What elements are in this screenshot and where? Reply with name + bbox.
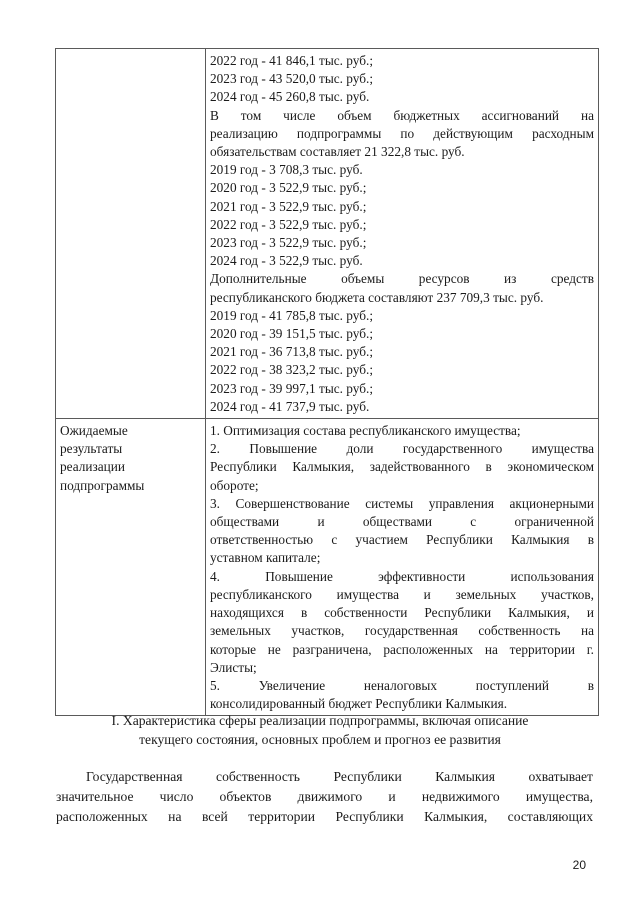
paragraph-line: расположенных на всей территории Республики Калмыкия, составляющих	[56, 809, 593, 824]
funding-line: 2020 год - 3 522,9 тыс. руб.;	[210, 180, 367, 196]
result-line: уставном капитале;	[210, 550, 321, 566]
section-heading-line: I. Характеристика сферы реализации подпрограммы, включая описание	[111, 713, 529, 728]
funding-line: 2019 год - 41 785,8 тыс. руб.;	[210, 307, 374, 323]
result-line: которые не разграничена, расположенных на территории г.	[210, 641, 594, 657]
funding-line: 2020 год - 39 151,5 тыс. руб.;	[210, 326, 374, 342]
paragraph-line: Государственная собственность Республики Калмыкия охватывает	[86, 769, 593, 784]
funding-line: Дополнительные объемы ресурсов из средств	[210, 271, 594, 287]
row-label-line: подпрограммы	[60, 477, 145, 493]
row-label-line: Ожидаемые	[60, 423, 128, 439]
result-line: Республики Калмыкия, задействованного в экономическом	[210, 459, 594, 475]
result-line: 1. Оптимизация состава республиканского имущества;	[210, 423, 521, 439]
funding-line: 2021 год - 36 713,8 тыс. руб.;	[210, 344, 374, 360]
row-content-cell	[206, 419, 599, 716]
funding-line: В том числе объем бюджетных ассигнований на	[210, 107, 594, 123]
funding-line: 2019 год - 3 708,3 тыс. руб.	[210, 162, 363, 178]
funding-line: обязательствам составляет 21 322,8 тыс. руб.	[210, 144, 465, 160]
result-line: 4. Повышение эффективности использования	[210, 568, 594, 584]
result-line: республиканского имущества и земельных участков,	[210, 586, 594, 602]
result-line: земельных участков, государственная собственность на	[210, 623, 594, 639]
result-line: Элисты;	[210, 659, 257, 675]
funding-line: 2022 год - 38 323,2 тыс. руб.;	[210, 362, 374, 378]
passport-table	[55, 48, 599, 716]
table-row-expected-results	[56, 419, 599, 716]
funding-line: 2024 год - 3 522,9 тыс. руб.	[210, 253, 363, 269]
row-label-line: реализации	[60, 459, 125, 475]
row-content-cell	[206, 49, 599, 419]
result-line: находящихся в собственности Республики Калмыкия, и	[210, 605, 594, 621]
funding-line: 2021 год - 3 522,9 тыс. руб.;	[210, 198, 367, 214]
row-label-line: результаты	[60, 441, 123, 457]
result-line: 5. Увеличение неналоговых поступлений в	[210, 677, 594, 693]
result-line: 2. Повышение доли государственного имущества	[210, 441, 594, 457]
table-row-funding	[56, 49, 599, 419]
funding-line: 2023 год - 39 997,1 тыс. руб.;	[210, 380, 374, 396]
page-number: 20	[572, 858, 586, 872]
funding-line: 2023 год - 3 522,9 тыс. руб.;	[210, 235, 367, 251]
section-heading-line: текущего состояния, основных проблем и прогноз ее развития	[139, 732, 501, 747]
funding-line: 2022 год - 3 522,9 тыс. руб.;	[210, 216, 367, 232]
funding-line: реализацию подпрограммы по действующим расходным	[210, 125, 594, 141]
funding-line: 2022 год - 41 846,1 тыс. руб.;	[210, 53, 374, 68]
row-label-cell	[56, 419, 206, 716]
result-line: ответственностью с участием Республики Калмыкия в	[210, 532, 594, 548]
funding-line: республиканского бюджета составляют 237 709,3 тыс. руб.	[210, 289, 544, 305]
result-line: обороте;	[210, 477, 259, 493]
paragraph-line: значительное число объектов движимого и недвижимого имущества,	[56, 789, 593, 804]
funding-line: 2023 год - 43 520,0 тыс. руб.;	[210, 71, 374, 87]
row-label-text	[56, 49, 205, 54]
result-line: консолидированный бюджет Республики Калмыкия.	[210, 696, 508, 712]
result-line: обществами и обществами с ограниченной	[210, 514, 594, 530]
funding-line: 2024 год - 41 737,9 тыс. руб.	[210, 398, 370, 414]
result-line: 3. Совершенствование системы управления акционерными	[210, 495, 594, 511]
row-label-cell	[56, 49, 206, 419]
funding-line: 2024 год - 45 260,8 тыс. руб.	[210, 89, 370, 105]
